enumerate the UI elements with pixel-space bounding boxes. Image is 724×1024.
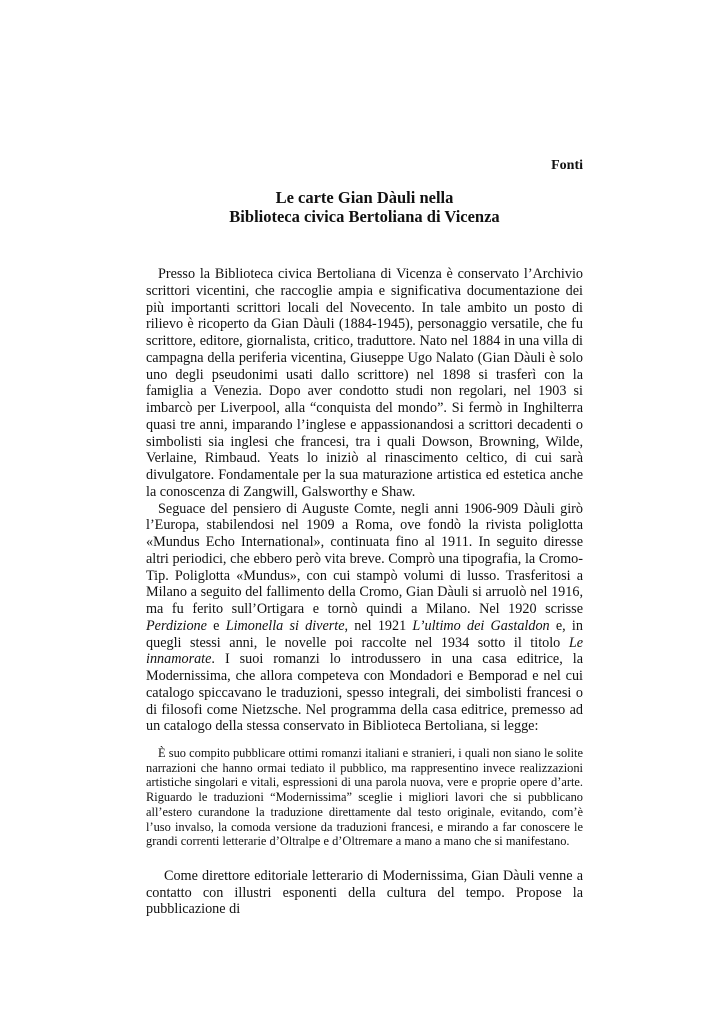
work-title-perdizione: Perdizione (146, 617, 207, 634)
paragraph-1: Presso la Biblioteca civica Bertoliana di Vicenza è conservato l’Archivio scrittori vicentini, che raccoglie ampia e significativa documentazione dei più importanti scrittori locali del Novecento. In tale ambito un posto di rilievo è ricoperto da Gian Dàuli (1884-1945), personaggio versatile, che fu scrittore, editore, giornalista, critico, traduttore. Nato nel 1884 in una villa di campagna della periferia vicentina, Giuseppe Ugo Nalato (Gian Dàuli è solo uno degli pseudonimi usati dallo scrittore) nel 1898 si trasferì con la famiglia a Venezia. Dopo aver condotto studi non regolari, nel 1903 si imbarcò per Liverpool, alla “conquista del mondo”. Si fermò in Inghilterra quasi tre anni, imparando l’inglese e appassionandosi a scrittori decadenti o simbolisti sia inglesi che francesi, tra i quali Dowson, Browning, Wilde, Verlaine, Rimbaud. Yeats lo iniziò al rinascimento celtico, di cui sarà divulgatore. Fondamentale per la sua maturazione artistica ed estetica anche la conoscenza di Zangwill, Galsworthy e Shaw. (146, 266, 583, 500)
section-label: Fonti (551, 158, 583, 173)
article-title (146, 188, 583, 226)
title-line-2: Biblioteca civica Bertoliana di Vicenza (229, 207, 500, 226)
paragraph-2-text-a: Seguace del pensiero di Auguste Comte, negli anni 1906-909 Dàuli girò l’Europa, stabilendosi nel 1909 a Roma, ove fondò la rivista poliglotta «Mundus Echo International», continuata fino al 1911. In seguito diresse altri periodici, che ebbero però vita breve. Comprò una tipografia, la Cromo-Tip. Poliglotta «Mundus», con cui stampò volumi di lusso. Trasferitosi a Milano a seguito del fallimento della Cromo, Gian Dàuli si arruolò nel 1916, ma fu ferito sull’Ortigara e tornò quindi a Milano. Nel 1920 scrisse (146, 500, 583, 617)
quote-text: È suo compito pubblicare ottimi romanzi italiani e stranieri, i quali non siano le solite narrazioni che hanno ormai tediato il pubblico, ma rappresentino invece realizzazioni artistiche singolari e vitali, espressioni di una parola nuova, vere e proprie opere d’arte. Riguardo le traduzioni “Modernissima” sceglie i migliori lavori che si pubblicano all’estero curandone la traduzione direttamente dal testo originale, evitando, com’è l’uso invalso, la comoda versione da traduzioni francesi, e mirando a far conoscere le grandi correnti letterarie d’Oltralpe e d’Oltremare a mano a mano che si manifestano. (146, 746, 583, 849)
paragraph-2 (146, 501, 583, 736)
paragraph-2-text-c: , nel 1921 (344, 617, 413, 634)
block-quote (146, 746, 583, 849)
paragraph-3: Come direttore editoriale letterario di Modernissima, Gian Dàuli venne a contatto con illustri esponenti della cultura del tempo. Propose la pubblicazione di (146, 867, 583, 918)
article-body (146, 266, 583, 918)
paragraph-2-text-b: e (206, 617, 226, 634)
work-title-innamorate: Le innamorate (146, 634, 583, 668)
paragraph-2-text-e: . I suoi romanzi lo introdussero in una casa editrice, la Modernissima, che allora competeva con Mondadori e Bemporad e nel cui catalogo spiccavano le traduzioni, spesso integrali, dei simbolisti francesi o di filosofi come Nietzsche. Nel programma della casa editrice, premesso ad un catalogo della stessa conservato in Biblioteca Bertoliana, si legge: (146, 651, 583, 735)
work-title-gastaldon: L’ultimo dei Gastaldon (412, 617, 550, 634)
title-line-1: Le carte Gian Dàuli nella (275, 188, 454, 207)
work-title-limonella: Limonella si diverte (225, 617, 345, 634)
continuation (146, 868, 583, 918)
paragraph-2-text-d: e, in quegli stessi anni, le novelle poi raccolte nel 1934 sotto il titolo (146, 617, 583, 651)
